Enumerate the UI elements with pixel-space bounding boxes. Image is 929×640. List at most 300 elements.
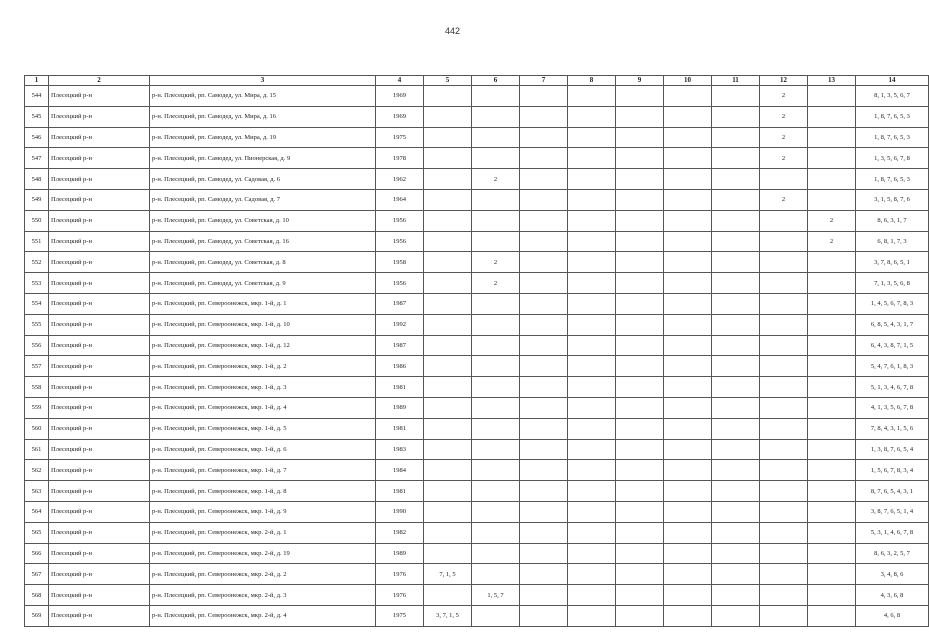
- table-cell: [472, 543, 520, 564]
- table-cell: [472, 106, 520, 127]
- table-cell: [568, 210, 616, 231]
- table-cell: [472, 293, 520, 314]
- table-cell: [760, 210, 808, 231]
- table-cell: [424, 169, 472, 190]
- table-cell: [472, 356, 520, 377]
- column-header: 13: [808, 76, 856, 86]
- table-cell: 1976: [376, 564, 424, 585]
- table-row: [25, 522, 929, 543]
- header-row: [25, 76, 929, 86]
- table-cell: [760, 585, 808, 606]
- table-cell: [760, 397, 808, 418]
- table-cell: 545: [25, 106, 49, 127]
- table-row: [25, 127, 929, 148]
- table-cell: [760, 460, 808, 481]
- table-cell: 548: [25, 169, 49, 190]
- table-cell: 2: [472, 252, 520, 273]
- table-cell: [664, 252, 712, 273]
- table-cell: 566: [25, 543, 49, 564]
- table-cell: Плесецкий р-н: [49, 543, 150, 564]
- table-cell: р-н. Плесецкий, рп. Североонежск, мкр. 1-й, д. 9: [150, 501, 376, 522]
- table-row: [25, 397, 929, 418]
- table-cell: [568, 377, 616, 398]
- table-cell: 1, 8, 7, 6, 5, 3: [856, 127, 929, 148]
- table-row: [25, 314, 929, 335]
- column-header: 1: [25, 76, 49, 86]
- table-cell: [616, 377, 664, 398]
- table-cell: [568, 605, 616, 626]
- table-cell: [712, 273, 760, 294]
- table-cell: Плесецкий р-н: [49, 210, 150, 231]
- table-cell: 563: [25, 481, 49, 502]
- table-cell: [808, 335, 856, 356]
- column-header: 8: [568, 76, 616, 86]
- table-cell: [760, 501, 808, 522]
- table-cell: р-н. Плесецкий, рп. Североонежск, мкр. 2-й, д. 1: [150, 522, 376, 543]
- table-cell: [520, 335, 568, 356]
- table-cell: [568, 231, 616, 252]
- table-cell: 1981: [376, 481, 424, 502]
- table-cell: [472, 189, 520, 210]
- table-cell: 1986: [376, 356, 424, 377]
- table-cell: [568, 522, 616, 543]
- table-cell: [712, 522, 760, 543]
- table-row: [25, 356, 929, 377]
- table-cell: [760, 356, 808, 377]
- table-cell: 558: [25, 377, 49, 398]
- table-row: [25, 189, 929, 210]
- table-cell: [568, 314, 616, 335]
- table-cell: [568, 418, 616, 439]
- table-cell: [760, 314, 808, 335]
- table-cell: [712, 501, 760, 522]
- table-cell: 1987: [376, 335, 424, 356]
- table-cell: [568, 439, 616, 460]
- table-cell: [472, 564, 520, 585]
- table-cell: р-н. Плесецкий, рп. Североонежск, мкр. 1-й, д. 7: [150, 460, 376, 481]
- table-cell: [424, 460, 472, 481]
- table-cell: [424, 127, 472, 148]
- table-cell: Плесецкий р-н: [49, 231, 150, 252]
- table-cell: [664, 522, 712, 543]
- table-cell: [712, 356, 760, 377]
- table-cell: [808, 397, 856, 418]
- table-cell: р-н. Плесецкий, рп. Самодед, ул. Советская, д. 16: [150, 231, 376, 252]
- table-cell: [760, 522, 808, 543]
- table-cell: [808, 501, 856, 522]
- table-cell: [664, 148, 712, 169]
- table-cell: [424, 86, 472, 107]
- table-cell: [424, 273, 472, 294]
- table-row: [25, 252, 929, 273]
- table-cell: [520, 231, 568, 252]
- table-cell: 8, 7, 6, 5, 4, 3, 1: [856, 481, 929, 502]
- table-cell: [616, 169, 664, 190]
- table-cell: Плесецкий р-н: [49, 418, 150, 439]
- table-cell: 561: [25, 439, 49, 460]
- table-cell: р-н. Плесецкий, рп. Североонежск, мкр. 1-й, д. 6: [150, 439, 376, 460]
- table-cell: р-н. Плесецкий, рп. Самодед, ул. Мира, д. 19: [150, 127, 376, 148]
- table-cell: 5, 1, 3, 4, 6, 7, 8: [856, 377, 929, 398]
- table-cell: [472, 397, 520, 418]
- table-cell: [616, 210, 664, 231]
- table-cell: [520, 252, 568, 273]
- table-cell: [568, 148, 616, 169]
- table-cell: 1976: [376, 585, 424, 606]
- table-cell: [616, 189, 664, 210]
- table-cell: 6, 8, 5, 4, 3, 1, 7: [856, 314, 929, 335]
- table-cell: [520, 86, 568, 107]
- table-cell: 551: [25, 231, 49, 252]
- table-cell: 546: [25, 127, 49, 148]
- table-cell: 2: [760, 106, 808, 127]
- table-cell: 560: [25, 418, 49, 439]
- table-cell: 1975: [376, 127, 424, 148]
- table-cell: 1984: [376, 460, 424, 481]
- table-cell: 7, 8, 4, 3, 1, 5, 6: [856, 418, 929, 439]
- table-cell: р-н. Плесецкий, рп. Североонежск, мкр. 1-й, д. 10: [150, 314, 376, 335]
- table-cell: [616, 481, 664, 502]
- table-cell: р-н. Плесецкий, рп. Североонежск, мкр. 1-й, д. 1: [150, 293, 376, 314]
- table-cell: [760, 481, 808, 502]
- table-cell: Плесецкий р-н: [49, 252, 150, 273]
- table-cell: [664, 169, 712, 190]
- table-cell: [520, 481, 568, 502]
- table-cell: [712, 335, 760, 356]
- table-cell: Плесецкий р-н: [49, 439, 150, 460]
- table-cell: [712, 314, 760, 335]
- table-cell: [616, 106, 664, 127]
- table-cell: [664, 397, 712, 418]
- table-cell: р-н. Плесецкий, рп. Североонежск, мкр. 2-й, д. 4: [150, 605, 376, 626]
- column-header: 3: [150, 76, 376, 86]
- table-row: [25, 273, 929, 294]
- table-cell: [616, 397, 664, 418]
- table-cell: [712, 210, 760, 231]
- table-cell: 6, 8, 1, 7, 3: [856, 231, 929, 252]
- table-cell: [472, 86, 520, 107]
- table-cell: [616, 522, 664, 543]
- table-cell: Плесецкий р-н: [49, 522, 150, 543]
- table-cell: 568: [25, 585, 49, 606]
- table-cell: [424, 148, 472, 169]
- table-cell: [520, 605, 568, 626]
- table-cell: [472, 335, 520, 356]
- table-cell: Плесецкий р-н: [49, 273, 150, 294]
- table-cell: 1, 8, 7, 6, 5, 3: [856, 169, 929, 190]
- table-cell: 8, 6, 3, 2, 5, 7: [856, 543, 929, 564]
- table-cell: [616, 585, 664, 606]
- table-cell: [664, 210, 712, 231]
- table-cell: [520, 377, 568, 398]
- table-cell: [424, 418, 472, 439]
- table-cell: [520, 189, 568, 210]
- table-row: [25, 293, 929, 314]
- table-cell: р-н. Плесецкий, рп. Североонежск, мкр. 1-й, д. 8: [150, 481, 376, 502]
- table-cell: 3, 8, 7, 6, 5, 1, 4: [856, 501, 929, 522]
- table-cell: Плесецкий р-н: [49, 585, 150, 606]
- column-header: 9: [616, 76, 664, 86]
- table-cell: 2: [472, 273, 520, 294]
- table-cell: 555: [25, 314, 49, 335]
- table-cell: [424, 335, 472, 356]
- table-row: [25, 481, 929, 502]
- table-cell: 1989: [376, 397, 424, 418]
- table-cell: [520, 439, 568, 460]
- table-cell: [616, 564, 664, 585]
- table-cell: [616, 273, 664, 294]
- table-row: [25, 564, 929, 585]
- table-cell: 553: [25, 273, 49, 294]
- table-cell: [760, 293, 808, 314]
- table-cell: [616, 335, 664, 356]
- table-cell: [424, 439, 472, 460]
- table-cell: 2: [760, 148, 808, 169]
- table-cell: [808, 418, 856, 439]
- table-cell: [760, 564, 808, 585]
- table-cell: [520, 418, 568, 439]
- table-cell: [712, 585, 760, 606]
- table-cell: [808, 522, 856, 543]
- table-cell: [568, 460, 616, 481]
- table-cell: 1, 4, 5, 6, 7, 8, 3: [856, 293, 929, 314]
- table-cell: 557: [25, 356, 49, 377]
- table-header: [25, 76, 929, 86]
- table-cell: [616, 356, 664, 377]
- table-cell: Плесецкий р-н: [49, 397, 150, 418]
- table-cell: [760, 439, 808, 460]
- table-cell: [616, 231, 664, 252]
- table-cell: [424, 543, 472, 564]
- table-cell: [808, 564, 856, 585]
- table-cell: р-н. Плесецкий, рп. Североонежск, мкр. 1-й, д. 2: [150, 356, 376, 377]
- table-cell: р-н. Плесецкий, рп. Самодед, ул. Мира, д. 15: [150, 86, 376, 107]
- table-cell: [712, 460, 760, 481]
- column-header: 4: [376, 76, 424, 86]
- table-cell: [520, 460, 568, 481]
- table-cell: [808, 293, 856, 314]
- table-cell: 1978: [376, 148, 424, 169]
- table-cell: 1983: [376, 439, 424, 460]
- table-cell: 8, 1, 3, 5, 6, 7: [856, 86, 929, 107]
- table-cell: Плесецкий р-н: [49, 106, 150, 127]
- table-cell: [424, 252, 472, 273]
- table-cell: р-н. Плесецкий, рп. Самодед, ул. Советская, д. 8: [150, 252, 376, 273]
- table-cell: Плесецкий р-н: [49, 169, 150, 190]
- table-cell: [664, 293, 712, 314]
- table-cell: [760, 169, 808, 190]
- table-cell: [712, 293, 760, 314]
- table-cell: [472, 148, 520, 169]
- table-row: [25, 460, 929, 481]
- table-cell: [424, 377, 472, 398]
- table-cell: [520, 543, 568, 564]
- table-cell: [808, 481, 856, 502]
- table-row: [25, 106, 929, 127]
- table-cell: [808, 169, 856, 190]
- table-cell: [712, 169, 760, 190]
- table-cell: [520, 273, 568, 294]
- table-cell: [472, 481, 520, 502]
- table-cell: [568, 356, 616, 377]
- column-header: 14: [856, 76, 929, 86]
- table-cell: [520, 148, 568, 169]
- table-cell: 1975: [376, 605, 424, 626]
- table-cell: р-н. Плесецкий, рп. Североонежск, мкр. 2-й, д. 3: [150, 585, 376, 606]
- table-cell: 1958: [376, 252, 424, 273]
- table-cell: [472, 418, 520, 439]
- column-header: 6: [472, 76, 520, 86]
- table-cell: [424, 356, 472, 377]
- table-cell: [472, 377, 520, 398]
- table-cell: 549: [25, 189, 49, 210]
- table-cell: Плесецкий р-н: [49, 335, 150, 356]
- table-cell: [712, 397, 760, 418]
- table-cell: [760, 605, 808, 626]
- table-cell: р-н. Плесецкий, рп. Североонежск, мкр. 1-й, д. 4: [150, 397, 376, 418]
- table-cell: Плесецкий р-н: [49, 314, 150, 335]
- table-cell: 1, 8, 7, 6, 5, 3: [856, 106, 929, 127]
- table-cell: [760, 377, 808, 398]
- table-cell: Плесецкий р-н: [49, 293, 150, 314]
- table-cell: 3, 7, 1, 5: [424, 605, 472, 626]
- table-cell: [808, 439, 856, 460]
- table-cell: [808, 605, 856, 626]
- table-cell: Плесецкий р-н: [49, 377, 150, 398]
- table-cell: [664, 564, 712, 585]
- table-cell: [712, 189, 760, 210]
- table-cell: [760, 231, 808, 252]
- table-cell: [808, 273, 856, 294]
- table-cell: [616, 501, 664, 522]
- table-cell: 3, 1, 5, 8, 7, 6: [856, 189, 929, 210]
- table-cell: [664, 86, 712, 107]
- column-header: 10: [664, 76, 712, 86]
- table-cell: [520, 356, 568, 377]
- table-cell: [424, 585, 472, 606]
- table-cell: 550: [25, 210, 49, 231]
- housing-register-table: [24, 75, 929, 627]
- table-cell: [664, 273, 712, 294]
- table-cell: [424, 397, 472, 418]
- table-cell: [472, 210, 520, 231]
- table-cell: 1, 5, 6, 7, 8, 3, 4: [856, 460, 929, 481]
- table-cell: 544: [25, 86, 49, 107]
- table-cell: 562: [25, 460, 49, 481]
- table-cell: [568, 335, 616, 356]
- table-cell: 552: [25, 252, 49, 273]
- table-cell: [424, 293, 472, 314]
- table-cell: 8, 6, 3, 1, 7: [856, 210, 929, 231]
- table-cell: [808, 314, 856, 335]
- table-cell: [472, 231, 520, 252]
- table-cell: [664, 439, 712, 460]
- table-cell: [808, 356, 856, 377]
- table-cell: р-н. Плесецкий, рп. Североонежск, мкр. 2-й, д. 19: [150, 543, 376, 564]
- table-cell: [424, 210, 472, 231]
- table-cell: [568, 564, 616, 585]
- page-number: 442: [444, 26, 461, 36]
- table-cell: 1956: [376, 210, 424, 231]
- table-cell: [664, 231, 712, 252]
- table-cell: [712, 231, 760, 252]
- table-cell: Плесецкий р-н: [49, 127, 150, 148]
- table-cell: [616, 418, 664, 439]
- table-cell: [712, 252, 760, 273]
- table-row: [25, 377, 929, 398]
- table-cell: 1, 5, 7: [472, 585, 520, 606]
- table-cell: 564: [25, 501, 49, 522]
- table-cell: [424, 522, 472, 543]
- table-cell: Плесецкий р-н: [49, 86, 150, 107]
- table-cell: [616, 127, 664, 148]
- table-cell: [664, 543, 712, 564]
- table-cell: [664, 481, 712, 502]
- table-cell: р-н. Плесецкий, рп. Североонежск, мкр. 2-й, д. 2: [150, 564, 376, 585]
- table-cell: [712, 543, 760, 564]
- table-cell: р-н. Плесецкий, рп. Североонежск, мкр. 1-й, д. 3: [150, 377, 376, 398]
- table-cell: [664, 585, 712, 606]
- table-cell: [712, 148, 760, 169]
- column-header: 2: [49, 76, 150, 86]
- table-cell: [568, 397, 616, 418]
- table-cell: [520, 127, 568, 148]
- table-cell: 1982: [376, 522, 424, 543]
- table-cell: [616, 439, 664, 460]
- table-cell: [664, 501, 712, 522]
- table-cell: [472, 605, 520, 626]
- table-cell: [424, 501, 472, 522]
- table-cell: [760, 418, 808, 439]
- table-cell: [616, 460, 664, 481]
- table-cell: р-н. Плесецкий, рп. Самодед, ул. Советская, д. 10: [150, 210, 376, 231]
- table-cell: [712, 481, 760, 502]
- table-cell: [520, 564, 568, 585]
- table-cell: [616, 543, 664, 564]
- table-cell: [712, 439, 760, 460]
- table-cell: [616, 314, 664, 335]
- table-row: [25, 605, 929, 626]
- table-cell: [808, 543, 856, 564]
- table-cell: 556: [25, 335, 49, 356]
- table-body: [25, 86, 929, 627]
- table-cell: 547: [25, 148, 49, 169]
- table-cell: [520, 522, 568, 543]
- table-cell: [568, 86, 616, 107]
- table-cell: 2: [808, 210, 856, 231]
- table-row: [25, 543, 929, 564]
- table-cell: [424, 231, 472, 252]
- table-cell: [664, 605, 712, 626]
- table-cell: [712, 377, 760, 398]
- table-cell: р-н. Плесецкий, рп. Самодед, ул. Мира, д. 16: [150, 106, 376, 127]
- table-cell: 3, 4, 8, 6: [856, 564, 929, 585]
- table-cell: [712, 106, 760, 127]
- table-cell: 2: [760, 86, 808, 107]
- column-header: 12: [760, 76, 808, 86]
- table-cell: Плесецкий р-н: [49, 501, 150, 522]
- table-cell: 1992: [376, 314, 424, 335]
- table-cell: [616, 148, 664, 169]
- table-cell: 559: [25, 397, 49, 418]
- table-cell: [520, 106, 568, 127]
- table-cell: [472, 127, 520, 148]
- column-header: 5: [424, 76, 472, 86]
- table-cell: [808, 106, 856, 127]
- table-cell: [568, 543, 616, 564]
- table-cell: [520, 293, 568, 314]
- table-cell: [664, 127, 712, 148]
